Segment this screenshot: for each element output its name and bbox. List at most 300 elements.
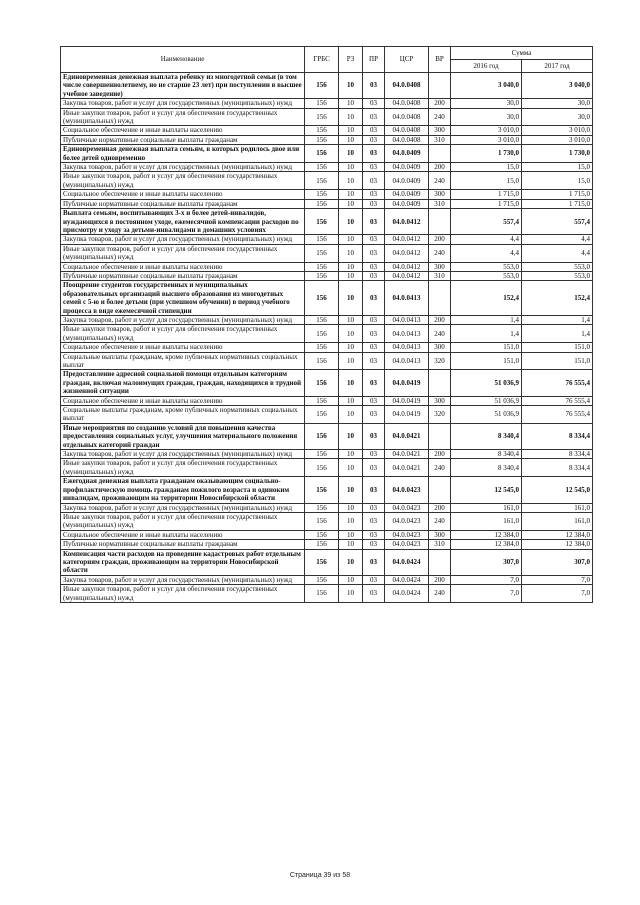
header-pr: ПР xyxy=(363,47,385,73)
cell-2016: 161,0 xyxy=(451,512,522,530)
cell-csr: 04.0.0409 xyxy=(385,190,429,199)
cell-2016: 4,4 xyxy=(451,244,522,262)
cell-vr: 200 xyxy=(429,235,451,244)
table-row xyxy=(61,235,593,244)
cell-grbs: 156 xyxy=(305,163,339,172)
cell-vr: 200 xyxy=(429,575,451,584)
cell-grbs: 156 xyxy=(305,281,339,316)
cell-pr: 03 xyxy=(363,352,385,370)
cell-2017: 4,4 xyxy=(522,244,593,262)
cell-pr: 03 xyxy=(363,271,385,280)
cell-2017: 557,4 xyxy=(522,209,593,235)
cell-2017: 15,0 xyxy=(522,172,593,190)
cell-csr: 04.0.0413 xyxy=(385,325,429,343)
cell-name: Публичные нормативные социальные выплаты гражданам xyxy=(61,199,305,208)
table-body xyxy=(61,73,593,603)
cell-pr: 03 xyxy=(363,315,385,324)
cell-pr: 03 xyxy=(363,190,385,199)
table-row xyxy=(61,126,593,135)
cell-csr: 04.0.0423 xyxy=(385,530,429,539)
cell-vr: 200 xyxy=(429,163,451,172)
cell-csr: 04.0.0423 xyxy=(385,540,429,549)
header-csr: ЦСР xyxy=(385,47,429,73)
header-rz: РЗ xyxy=(339,47,363,73)
cell-2016: 4,4 xyxy=(451,235,522,244)
cell-vr: 200 xyxy=(429,315,451,324)
cell-csr: 04.0.0421 xyxy=(385,459,429,477)
cell-name: Иные закупки товаров, работ и услуг для обеспечения государственных (муниципальных) нужд xyxy=(61,172,305,190)
cell-name: Социальное обеспечение и иные выплаты населению xyxy=(61,530,305,539)
table-row xyxy=(61,244,593,262)
cell-2017: 1,4 xyxy=(522,315,593,324)
cell-pr: 03 xyxy=(363,343,385,352)
cell-2016: 3 010,0 xyxy=(451,135,522,144)
cell-csr: 04.0.0408 xyxy=(385,99,429,108)
cell-csr: 04.0.0409 xyxy=(385,145,429,163)
cell-2017: 7,0 xyxy=(522,575,593,584)
cell-pr: 03 xyxy=(363,549,385,575)
cell-2017: 76 555,4 xyxy=(522,396,593,405)
page-number: Страница 39 из 58 xyxy=(289,872,351,879)
table-row xyxy=(61,99,593,108)
cell-name: Предоставление адресной социальной помощи отдельным категориям граждан, включая малоимущих граждан, граждан, находящихся в трудной жизненной ситуации xyxy=(61,370,305,396)
cell-2016: 3 040,0 xyxy=(451,73,522,99)
cell-csr: 04.0.0424 xyxy=(385,575,429,584)
cell-rz: 10 xyxy=(339,512,363,530)
cell-name: Единовременная денежная выплата ребенку из многодетной семьи (в том числе совершеннолетнему, но не старше 23 лет) при поступлении в высшее учебное заведение) xyxy=(61,73,305,99)
cell-2017: 76 555,4 xyxy=(522,370,593,396)
cell-2017: 30,0 xyxy=(522,108,593,126)
cell-pr: 03 xyxy=(363,503,385,512)
cell-pr: 03 xyxy=(363,262,385,271)
cell-vr: 300 xyxy=(429,190,451,199)
cell-grbs: 156 xyxy=(305,477,339,503)
cell-grbs: 156 xyxy=(305,145,339,163)
cell-2017: 1 715,0 xyxy=(522,190,593,199)
table-row xyxy=(61,575,593,584)
cell-csr: 04.0.0413 xyxy=(385,315,429,324)
table-row xyxy=(61,503,593,512)
cell-csr: 04.0.0421 xyxy=(385,450,429,459)
cell-name: Закупка товаров, работ и услуг для государственных (муниципальных) нужд xyxy=(61,163,305,172)
cell-csr: 04.0.0423 xyxy=(385,477,429,503)
table-header xyxy=(61,47,593,73)
header-2016: 2016 год xyxy=(451,60,522,73)
cell-name: Закупка товаров, работ и услуг для государственных (муниципальных) нужд xyxy=(61,503,305,512)
cell-grbs: 156 xyxy=(305,73,339,99)
cell-grbs: 156 xyxy=(305,209,339,235)
cell-name: Иные закупки товаров, работ и услуг для обеспечения государственных (муниципальных) нужд xyxy=(61,459,305,477)
cell-name: Закупка товаров, работ и услуг для государственных (муниципальных) нужд xyxy=(61,575,305,584)
cell-vr: 240 xyxy=(429,108,451,126)
cell-rz: 10 xyxy=(339,343,363,352)
cell-grbs: 156 xyxy=(305,450,339,459)
cell-vr xyxy=(429,145,451,163)
cell-grbs: 156 xyxy=(305,235,339,244)
table-row xyxy=(61,530,593,539)
header-sum: Сумма xyxy=(451,47,593,60)
cell-rz: 10 xyxy=(339,406,363,424)
cell-name: Социальные выплаты гражданам, кроме публичных нормативных социальных выплат xyxy=(61,352,305,370)
cell-name: Социальное обеспечение и иные выплаты населению xyxy=(61,262,305,271)
cell-grbs: 156 xyxy=(305,126,339,135)
cell-2017: 8 334,4 xyxy=(522,459,593,477)
cell-rz: 10 xyxy=(339,477,363,503)
table-row xyxy=(61,450,593,459)
table-row xyxy=(61,108,593,126)
cell-vr: 240 xyxy=(429,325,451,343)
table-row xyxy=(61,135,593,144)
cell-vr: 300 xyxy=(429,530,451,539)
cell-rz: 10 xyxy=(339,540,363,549)
cell-2017: 3 010,0 xyxy=(522,135,593,144)
cell-vr: 300 xyxy=(429,396,451,405)
cell-2016: 553,0 xyxy=(451,262,522,271)
cell-grbs: 156 xyxy=(305,549,339,575)
cell-rz: 10 xyxy=(339,352,363,370)
cell-2016: 8 340,4 xyxy=(451,459,522,477)
cell-pr: 03 xyxy=(363,108,385,126)
table-row-section xyxy=(61,370,593,396)
cell-vr: 200 xyxy=(429,450,451,459)
cell-pr: 03 xyxy=(363,396,385,405)
cell-rz: 10 xyxy=(339,235,363,244)
cell-2016: 8 340,4 xyxy=(451,450,522,459)
table-row xyxy=(61,352,593,370)
cell-pr: 03 xyxy=(363,281,385,316)
cell-2017: 3 010,0 xyxy=(522,126,593,135)
cell-csr: 04.0.0423 xyxy=(385,512,429,530)
table-row-section xyxy=(61,423,593,449)
cell-vr xyxy=(429,73,451,99)
cell-name: Социальное обеспечение и иные выплаты населению xyxy=(61,126,305,135)
table-row xyxy=(61,163,593,172)
cell-csr: 04.0.0421 xyxy=(385,423,429,449)
cell-2016: 3 010,0 xyxy=(451,126,522,135)
table-row-section xyxy=(61,281,593,316)
cell-vr: 320 xyxy=(429,406,451,424)
budget-table xyxy=(60,46,593,603)
cell-rz: 10 xyxy=(339,530,363,539)
cell-vr: 200 xyxy=(429,503,451,512)
cell-grbs: 156 xyxy=(305,530,339,539)
cell-2016: 151,0 xyxy=(451,352,522,370)
cell-2016: 1 730,0 xyxy=(451,145,522,163)
cell-2017: 8 334,4 xyxy=(522,423,593,449)
cell-grbs: 156 xyxy=(305,343,339,352)
cell-2017: 161,0 xyxy=(522,512,593,530)
cell-pr: 03 xyxy=(363,135,385,144)
table-row xyxy=(61,343,593,352)
cell-csr: 04.0.0408 xyxy=(385,135,429,144)
table-row xyxy=(61,172,593,190)
cell-2017: 12 384,0 xyxy=(522,540,593,549)
cell-rz: 10 xyxy=(339,575,363,584)
cell-name: Социальное обеспечение и иные выплаты населению xyxy=(61,343,305,352)
cell-pr: 03 xyxy=(363,575,385,584)
cell-2017: 3 040,0 xyxy=(522,73,593,99)
cell-name: Компенсация части расходов на проведение кадастровых работ отдельным категориям граждан, проживающим на территории Новосибирской области xyxy=(61,549,305,575)
cell-pr: 03 xyxy=(363,235,385,244)
cell-rz: 10 xyxy=(339,108,363,126)
cell-2016: 8 340,4 xyxy=(451,423,522,449)
cell-csr: 04.0.0412 xyxy=(385,271,429,280)
cell-pr: 03 xyxy=(363,450,385,459)
cell-rz: 10 xyxy=(339,135,363,144)
cell-vr: 310 xyxy=(429,199,451,208)
cell-grbs: 156 xyxy=(305,262,339,271)
cell-pr: 03 xyxy=(363,406,385,424)
cell-2016: 12 384,0 xyxy=(451,540,522,549)
cell-2016: 553,0 xyxy=(451,271,522,280)
cell-name: Публичные нормативные социальные выплаты гражданам xyxy=(61,271,305,280)
cell-2016: 30,0 xyxy=(451,108,522,126)
cell-csr: 04.0.0413 xyxy=(385,281,429,316)
cell-csr: 04.0.0419 xyxy=(385,396,429,405)
cell-grbs: 156 xyxy=(305,108,339,126)
cell-2017: 1 730,0 xyxy=(522,145,593,163)
cell-rz: 10 xyxy=(339,262,363,271)
cell-rz: 10 xyxy=(339,271,363,280)
cell-2016: 51 036,9 xyxy=(451,396,522,405)
cell-csr: 04.0.0413 xyxy=(385,352,429,370)
cell-pr: 03 xyxy=(363,325,385,343)
cell-name: Единовременная денежная выплата семьям, в которых родилось двое или более детей одновременно xyxy=(61,145,305,163)
cell-grbs: 156 xyxy=(305,244,339,262)
cell-pr: 03 xyxy=(363,585,385,603)
header-name: Наименование xyxy=(61,47,305,73)
cell-name: Социальные выплаты гражданам, кроме публичных нормативных социальных выплат xyxy=(61,406,305,424)
cell-name: Поощрение студентов государственных и муниципальных образовательных организаций высшего образования из многодетных семей с 5-ю и более детьми (при успешном обучении) в период учебного процесса в виде ежемесячной стипендии xyxy=(61,281,305,316)
cell-2016: 152,4 xyxy=(451,281,522,316)
cell-pr: 03 xyxy=(363,512,385,530)
cell-csr: 04.0.0409 xyxy=(385,199,429,208)
cell-pr: 03 xyxy=(363,540,385,549)
cell-name: Иные закупки товаров, работ и услуг для обеспечения государственных (муниципальных) нужд xyxy=(61,585,305,603)
cell-vr: 300 xyxy=(429,262,451,271)
cell-2017: 8 334,4 xyxy=(522,450,593,459)
cell-rz: 10 xyxy=(339,423,363,449)
cell-grbs: 156 xyxy=(305,503,339,512)
cell-name: Иные мероприятия по созданию условий для повышения качества предоставления социальных услуг, улучшения материального положения отдельных категорий граждан xyxy=(61,423,305,449)
cell-rz: 10 xyxy=(339,459,363,477)
cell-rz: 10 xyxy=(339,281,363,316)
cell-2016: 51 036,9 xyxy=(451,370,522,396)
cell-2016: 557,4 xyxy=(451,209,522,235)
cell-vr: 240 xyxy=(429,244,451,262)
cell-2016: 15,0 xyxy=(451,172,522,190)
cell-name: Социальное обеспечение и иные выплаты населению xyxy=(61,190,305,199)
table-row xyxy=(61,262,593,271)
table-row xyxy=(61,325,593,343)
cell-rz: 10 xyxy=(339,199,363,208)
table-row-section xyxy=(61,73,593,99)
cell-grbs: 156 xyxy=(305,396,339,405)
cell-2016: 7,0 xyxy=(451,585,522,603)
cell-grbs: 156 xyxy=(305,459,339,477)
cell-pr: 03 xyxy=(363,199,385,208)
cell-2017: 4,4 xyxy=(522,235,593,244)
table-row xyxy=(61,190,593,199)
cell-pr: 03 xyxy=(363,99,385,108)
cell-csr: 04.0.0424 xyxy=(385,549,429,575)
cell-2017: 12 545,0 xyxy=(522,477,593,503)
cell-2016: 12 545,0 xyxy=(451,477,522,503)
cell-pr: 03 xyxy=(363,459,385,477)
cell-2016: 30,0 xyxy=(451,99,522,108)
cell-pr: 03 xyxy=(363,370,385,396)
cell-name: Публичные нормативные социальные выплаты гражданам xyxy=(61,540,305,549)
table-row xyxy=(61,315,593,324)
cell-rz: 10 xyxy=(339,163,363,172)
cell-grbs: 156 xyxy=(305,325,339,343)
table-row xyxy=(61,396,593,405)
header-vr: ВР xyxy=(429,47,451,73)
cell-pr: 03 xyxy=(363,145,385,163)
cell-2017: 553,0 xyxy=(522,262,593,271)
cell-rz: 10 xyxy=(339,450,363,459)
cell-csr: 04.0.0409 xyxy=(385,163,429,172)
cell-2017: 553,0 xyxy=(522,271,593,280)
cell-rz: 10 xyxy=(339,370,363,396)
cell-2016: 307,0 xyxy=(451,549,522,575)
cell-vr: 300 xyxy=(429,126,451,135)
cell-rz: 10 xyxy=(339,126,363,135)
cell-pr: 03 xyxy=(363,244,385,262)
cell-csr: 04.0.0419 xyxy=(385,370,429,396)
cell-rz: 10 xyxy=(339,190,363,199)
cell-vr: 310 xyxy=(429,135,451,144)
cell-grbs: 156 xyxy=(305,370,339,396)
cell-2017: 12 384,0 xyxy=(522,530,593,539)
cell-rz: 10 xyxy=(339,325,363,343)
cell-grbs: 156 xyxy=(305,271,339,280)
cell-csr: 04.0.0423 xyxy=(385,503,429,512)
cell-2017: 1 715,0 xyxy=(522,199,593,208)
cell-pr: 03 xyxy=(363,530,385,539)
cell-pr: 03 xyxy=(363,209,385,235)
table-row xyxy=(61,585,593,603)
cell-grbs: 156 xyxy=(305,585,339,603)
cell-vr: 320 xyxy=(429,352,451,370)
cell-vr xyxy=(429,209,451,235)
cell-2017: 152,4 xyxy=(522,281,593,316)
table-row-section xyxy=(61,209,593,235)
cell-2017: 76 555,4 xyxy=(522,406,593,424)
cell-name: Иные закупки товаров, работ и услуг для обеспечения государственных (муниципальных) нужд xyxy=(61,325,305,343)
cell-pr: 03 xyxy=(363,73,385,99)
cell-2016: 1 715,0 xyxy=(451,190,522,199)
cell-rz: 10 xyxy=(339,585,363,603)
cell-vr: 240 xyxy=(429,459,451,477)
cell-grbs: 156 xyxy=(305,352,339,370)
cell-grbs: 156 xyxy=(305,512,339,530)
cell-name: Ежегодная денежная выплата гражданам оказывающим социально- профилактическую помощь гражданам пожилого возраста и одиноким инвалидам, проживающим на территории Новосибирской области xyxy=(61,477,305,503)
cell-name: Закупка товаров, работ и услуг для государственных (муниципальных) нужд xyxy=(61,99,305,108)
cell-rz: 10 xyxy=(339,244,363,262)
cell-csr: 04.0.0424 xyxy=(385,585,429,603)
cell-vr xyxy=(429,281,451,316)
cell-2016: 7,0 xyxy=(451,575,522,584)
cell-grbs: 156 xyxy=(305,99,339,108)
table-row xyxy=(61,271,593,280)
cell-2016: 12 384,0 xyxy=(451,530,522,539)
cell-csr: 04.0.0413 xyxy=(385,343,429,352)
cell-vr: 200 xyxy=(429,99,451,108)
cell-2017: 30,0 xyxy=(522,99,593,108)
table-row-section xyxy=(61,145,593,163)
cell-grbs: 156 xyxy=(305,575,339,584)
cell-grbs: 156 xyxy=(305,315,339,324)
cell-csr: 04.0.0412 xyxy=(385,262,429,271)
table-row xyxy=(61,459,593,477)
cell-grbs: 156 xyxy=(305,199,339,208)
cell-rz: 10 xyxy=(339,503,363,512)
cell-2016: 51 036,9 xyxy=(451,406,522,424)
cell-vr: 240 xyxy=(429,512,451,530)
cell-name: Социальное обеспечение и иные выплаты населению xyxy=(61,396,305,405)
cell-name: Выплата семьям, воспитывающих 3-х и более детей-инвалидов, нуждающихся в постоянном уходе, ежемесячной компенсации расходов по присмотру и уходу за детьми-инвалидами в домашних условиях xyxy=(61,209,305,235)
cell-pr: 03 xyxy=(363,163,385,172)
cell-vr xyxy=(429,370,451,396)
cell-pr: 03 xyxy=(363,423,385,449)
cell-rz: 10 xyxy=(339,73,363,99)
cell-name: Иные закупки товаров, работ и услуг для обеспечения государственных (муниципальных) нужд xyxy=(61,512,305,530)
cell-2016: 1 715,0 xyxy=(451,199,522,208)
cell-vr: 240 xyxy=(429,172,451,190)
cell-grbs: 156 xyxy=(305,423,339,449)
cell-rz: 10 xyxy=(339,172,363,190)
cell-pr: 03 xyxy=(363,172,385,190)
cell-grbs: 156 xyxy=(305,406,339,424)
cell-vr: 300 xyxy=(429,343,451,352)
table-row-section xyxy=(61,477,593,503)
cell-vr xyxy=(429,423,451,449)
cell-2016: 151,0 xyxy=(451,343,522,352)
table-row xyxy=(61,540,593,549)
cell-rz: 10 xyxy=(339,549,363,575)
cell-csr: 04.0.0409 xyxy=(385,172,429,190)
cell-csr: 04.0.0408 xyxy=(385,108,429,126)
cell-vr xyxy=(429,477,451,503)
cell-vr xyxy=(429,549,451,575)
cell-grbs: 156 xyxy=(305,135,339,144)
cell-csr: 04.0.0408 xyxy=(385,126,429,135)
cell-2016: 15,0 xyxy=(451,163,522,172)
cell-name: Закупка товаров, работ и услуг для государственных (муниципальных) нужд xyxy=(61,235,305,244)
cell-csr: 04.0.0412 xyxy=(385,235,429,244)
header-grbs: ГРБС xyxy=(305,47,339,73)
cell-2017: 307,0 xyxy=(522,549,593,575)
cell-rz: 10 xyxy=(339,99,363,108)
cell-2017: 7,0 xyxy=(522,585,593,603)
cell-pr: 03 xyxy=(363,477,385,503)
cell-2017: 161,0 xyxy=(522,503,593,512)
cell-2017: 151,0 xyxy=(522,343,593,352)
cell-pr: 03 xyxy=(363,126,385,135)
cell-vr: 310 xyxy=(429,540,451,549)
cell-name: Закупка товаров, работ и услуг для государственных (муниципальных) нужд xyxy=(61,315,305,324)
cell-2016: 1,4 xyxy=(451,315,522,324)
cell-grbs: 156 xyxy=(305,190,339,199)
cell-csr: 04.0.0408 xyxy=(385,73,429,99)
cell-csr: 04.0.0419 xyxy=(385,406,429,424)
document-page xyxy=(60,46,592,603)
cell-rz: 10 xyxy=(339,145,363,163)
cell-name: Публичные нормативные социальные выплаты гражданам xyxy=(61,135,305,144)
cell-2016: 161,0 xyxy=(451,503,522,512)
cell-vr: 240 xyxy=(429,585,451,603)
